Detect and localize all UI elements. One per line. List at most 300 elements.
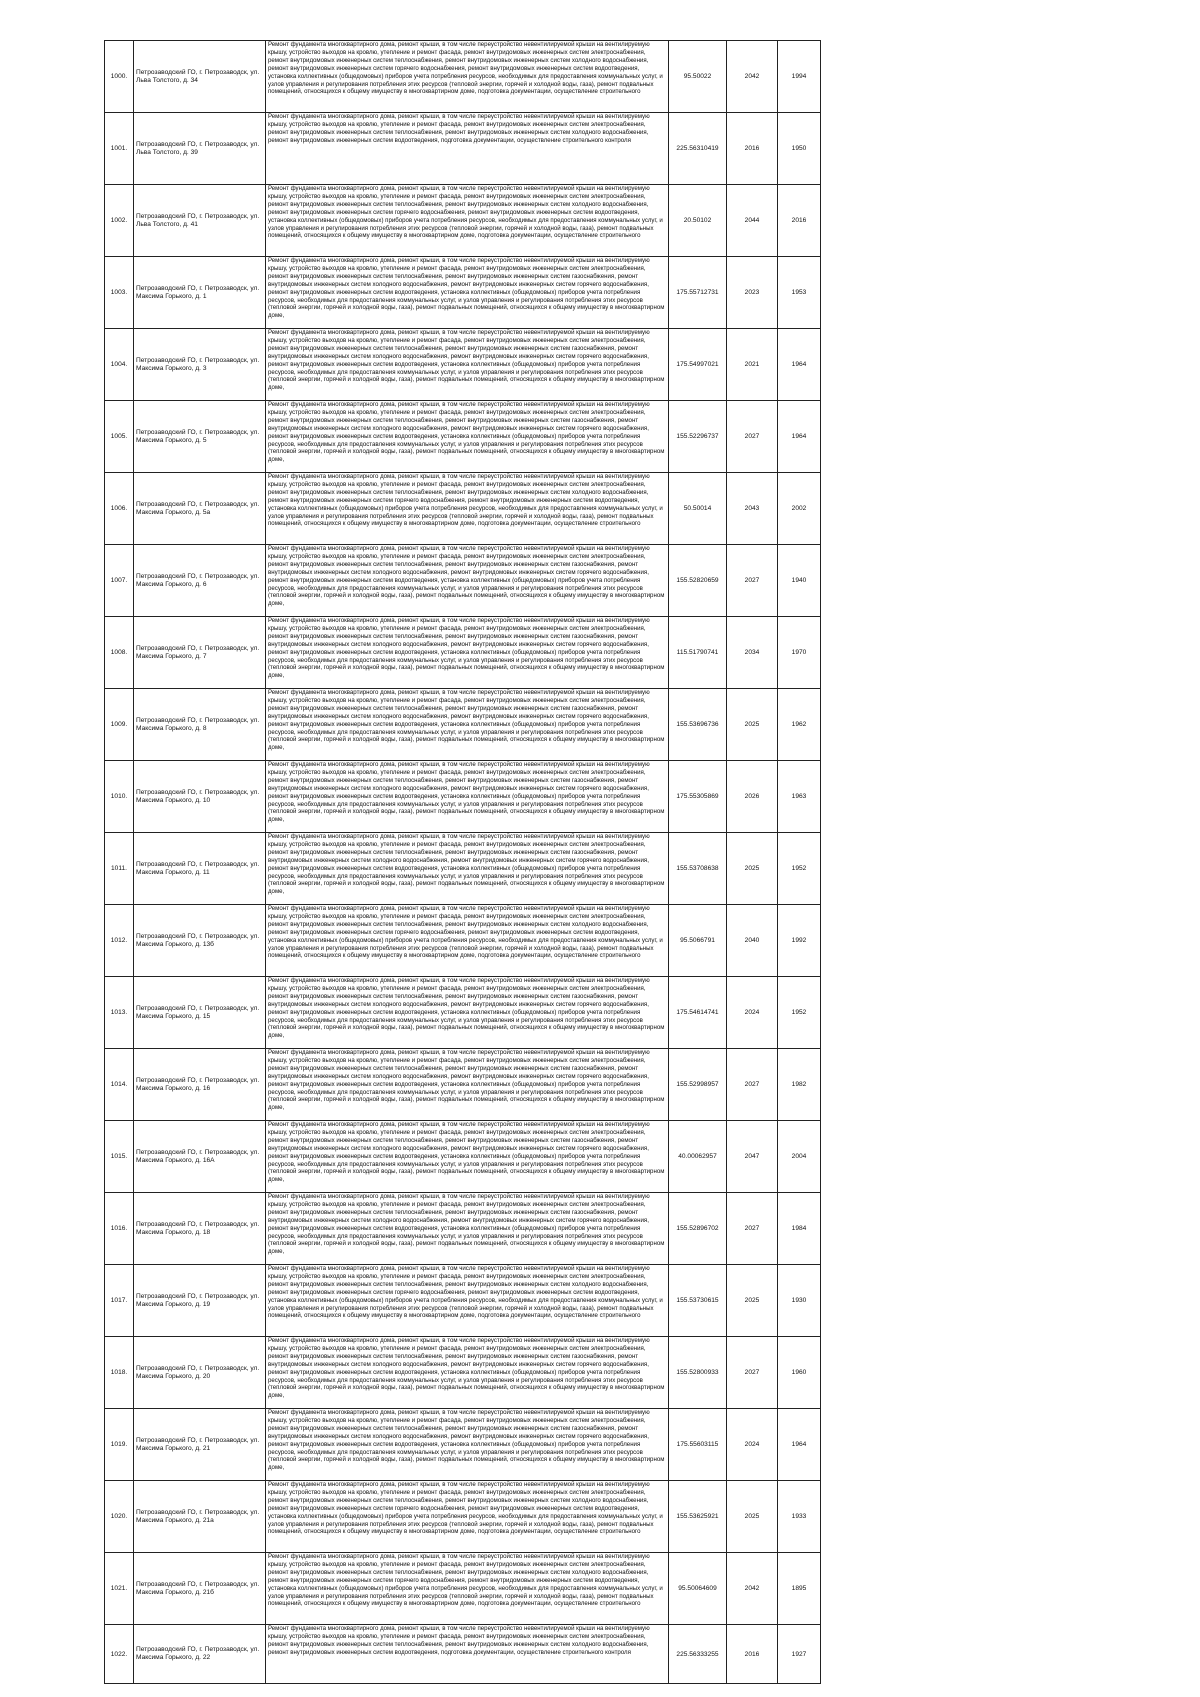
row-number-cell (105, 977, 134, 1049)
works-cell (266, 689, 669, 761)
table-row (105, 761, 821, 833)
row-number-cell (105, 761, 134, 833)
planned-year: 2023 (744, 289, 760, 296)
planned-year-cell (727, 833, 778, 905)
build-year: 1933 (791, 1513, 807, 1520)
cost-value: 155.53696736 (676, 721, 719, 728)
row-number-cell (105, 1625, 134, 1684)
works-list: Ремонт фундамента многоквартирного дома, ремонт крыши, в том числе переустройство невентилируемой крыши на вентилируемую крышу, устройство выходов на кровлю, утепление и ремонт фасада, ремонт внутридомовых инженерных систем электроснабжения, ремонт внутридомовых инженерных систем теплоснабжения, ремонт внутридомовых инженерных систем газоснабжения, ремонт внутридомовых инженерных систем холодного водоснабжения, ремонт внутридомовых инженерных систем горячего водоснабжения, ремонт внутридомовых инженерных систем водоотведения, установка коллективных (общедомовых) приборов учета потребления ресурсов, необходимых для предоставления коммунальных услуг, и узлов управления и регулирования потребления этих ресурсов (тепловой энергии, горячей и холодной воды, газа), ремонт подвальных помещений, относящихся к общему имуществу в многоквартирном доме, (268, 1409, 665, 1472)
address: Петрозаводский ГО, г. Петрозаводск, ул. Максима Горького, д. 15 (136, 1004, 260, 1020)
planned-year: 2026 (744, 793, 760, 800)
build-year-cell (778, 1409, 821, 1481)
works-list: Ремонт фундамента многоквартирного дома, ремонт крыши, в том числе переустройство невентилируемой крыши на вентилируемую крышу, устройство выходов на кровлю, утепление и ремонт фасада, ремонт внутридомовых инженерных систем электроснабжения, ремонт внутридомовых инженерных систем теплоснабжения, ремонт внутридомовых инженерных систем газоснабжения, ремонт внутридомовых инженерных систем холодного водоснабжения, ремонт внутридомовых инженерных систем горячего водоснабжения, ремонт внутридомовых инженерных систем водоотведения, установка коллективных (общедомовых) приборов учета потребления ресурсов, необходимых для предоставления коммунальных услуг, и узлов управления и регулирования потребления этих ресурсов (тепловой энергии, горячей и холодной воды, газа), ремонт подвальных помещений, относящихся к общему имуществу в многоквартирном доме, (268, 1193, 665, 1256)
cost-cell (669, 1481, 727, 1553)
address-cell (134, 401, 266, 473)
address-cell (134, 473, 266, 545)
build-year-cell (778, 1625, 821, 1684)
row-number: 1002. (110, 217, 128, 224)
address: Петрозаводский ГО, г. Петрозаводск, ул. Максима Горького, д. 3 (136, 356, 260, 372)
address: Петрозаводский ГО, г. Петрозаводск, ул. Максима Горького, д. 8 (136, 716, 260, 732)
cost-value: 20.50102 (683, 217, 712, 224)
build-year: 1953 (791, 289, 807, 296)
row-number-cell (105, 1265, 134, 1337)
works-cell (266, 329, 669, 401)
table-row (105, 41, 821, 113)
row-number-cell (105, 1409, 134, 1481)
capital-repair-table-page (104, 40, 810, 1684)
row-number: 1008. (110, 649, 128, 656)
planned-year: 2044 (744, 217, 760, 224)
build-year-cell (778, 617, 821, 689)
row-number: 1004. (110, 361, 128, 368)
build-year-cell (778, 545, 821, 617)
cost-cell (669, 1121, 727, 1193)
address: Петрозаводский ГО, г. Петрозаводск, ул. Максима Горького, д. 22 (136, 1646, 260, 1661)
address: Петрозаводский ГО, г. Петрозаводск, ул. Максима Горького, д. 16 (136, 1076, 260, 1092)
planned-year-cell (727, 1121, 778, 1193)
build-year-cell (778, 977, 821, 1049)
works-cell (266, 257, 669, 329)
works-list: Ремонт фундамента многоквартирного дома, ремонт крыши, в том числе переустройство невентилируемой крыши на вентилируемую крышу, устройство выходов на кровлю, утепление и ремонт фасада, ремонт внутридомовых инженерных систем электроснабжения, ремонт внутридомовых инженерных систем теплоснабжения, ремонт внутридомовых инженерных систем газоснабжения, ремонт внутридомовых инженерных систем холодного водоснабжения, ремонт внутридомовых инженерных систем горячего водоснабжения, ремонт внутридомовых инженерных систем водоотведения, установка коллективных (общедомовых) приборов учета потребления ресурсов, необходимых для предоставления коммунальных услуг, и узлов управления и регулирования потребления этих ресурсов (тепловой энергии, горячей и холодной воды, газа), ремонт подвальных помещений, относящихся к общему имуществу в многоквартирном доме, (268, 617, 665, 680)
address: Петрозаводский ГО, г. Петрозаводск, ул. Максима Горького, д. 19 (136, 1292, 260, 1308)
row-number-cell (105, 545, 134, 617)
row-number-cell (105, 617, 134, 689)
works-cell (266, 113, 669, 185)
build-year: 1952 (791, 865, 807, 872)
cost-value: 225.56310419 (676, 145, 719, 152)
works-list: Ремонт фундамента многоквартирного дома, ремонт крыши, в том числе переустройство невентилируемой крыши на вентилируемую крышу, устройство выходов на кровлю, утепление и ремонт фасада, ремонт внутридомовых инженерных систем электроснабжения, ремонт внутридомовых инженерных систем теплоснабжения, ремонт внутридомовых инженерных систем газоснабжения, ремонт внутридомовых инженерных систем холодного водоснабжения, ремонт внутридомовых инженерных систем горячего водоснабжения, ремонт внутридомовых инженерных систем водоотведения, установка коллективных (общедомовых) приборов учета потребления ресурсов, необходимых для предоставления коммунальных услуг, и узлов управления и регулирования потребления этих ресурсов (тепловой энергии, горячей и холодной воды, газа), ремонт подвальных помещений, относящихся к общему имуществу в многоквартирном доме, (268, 977, 665, 1040)
planned-year-cell (727, 1481, 778, 1553)
table-row (105, 1553, 821, 1625)
address-cell (134, 1337, 266, 1409)
row-number-cell (105, 1481, 134, 1553)
build-year-cell (778, 689, 821, 761)
works-list: Ремонт фундамента многоквартирного дома, ремонт крыши, в том числе переустройство невентилируемой крыши на вентилируемую крышу, устройство выходов на кровлю, утепление и ремонт фасада, ремонт внутридомовых инженерных систем электроснабжения, ремонт внутридомовых инженерных систем теплоснабжения, ремонт внутридомовых инженерных систем газоснабжения, ремонт внутридомовых инженерных систем холодного водоснабжения, ремонт внутридомовых инженерных систем горячего водоснабжения, ремонт внутридомовых инженерных систем водоотведения, установка коллективных (общедомовых) приборов учета потребления ресурсов, необходимых для предоставления коммунальных услуг, и узлов управления и регулирования потребления этих ресурсов (тепловой энергии, горячей и холодной воды, газа), ремонт подвальных помещений, относящихся к общему имуществу в многоквартирном доме, (268, 545, 665, 608)
address-cell (134, 761, 266, 833)
cost-cell (669, 41, 727, 113)
table-row (105, 329, 821, 401)
cost-cell (669, 905, 727, 977)
build-year-cell (778, 1121, 821, 1193)
build-year: 1927 (791, 1650, 807, 1658)
works-list: Ремонт фундамента многоквартирного дома, ремонт крыши, в том числе переустройство невентилируемой крыши на вентилируемую крышу, устройство выходов на кровлю, утепление и ремонт фасада, ремонт внутридомовых инженерных систем электроснабжения, ремонт внутридомовых инженерных систем теплоснабжения, ремонт внутридомовых инженерных систем холодного водоснабжения, ремонт внутридомовых инженерных систем горячего водоснабжения, ремонт внутридомовых инженерных систем водоотведения, установка коллективных (общедомовых) приборов учета потребления ресурсов, необходимых для предоставления коммунальных услуг, и узлов управления и регулирования потребления этих ресурсов (тепловой энергии, горячей и холодной воды, газа), ремонт подвальных помещений, относящихся к общему имуществу в многоквартирном доме, подготовка документации, осуществление строительного (268, 1553, 663, 1608)
planned-year: 2027 (744, 1081, 760, 1088)
table-row (105, 905, 821, 977)
cost-value: 155.52820659 (676, 577, 719, 584)
build-year: 1984 (791, 1225, 807, 1232)
row-number: 1005. (110, 433, 128, 440)
table-row (105, 977, 821, 1049)
build-year: 1962 (791, 721, 807, 728)
row-number-cell (105, 905, 134, 977)
row-number: 1010. (110, 793, 128, 800)
cost-cell (669, 1265, 727, 1337)
cost-value: 155.52896702 (676, 1225, 719, 1232)
cost-cell (669, 977, 727, 1049)
address: Петрозаводский ГО, г. Петрозаводск, ул. Максима Горького, д. 18 (136, 1220, 260, 1236)
cost-cell (669, 1193, 727, 1265)
build-year: 1952 (791, 1009, 807, 1016)
row-number-cell (105, 41, 134, 113)
planned-year-cell (727, 113, 778, 185)
address: Петрозаводский ГО, г. Петрозаводск, ул. Максима Горького, д. 21а (136, 1508, 260, 1524)
planned-year: 2025 (744, 1297, 760, 1304)
table-row (105, 1481, 821, 1553)
address: Петрозаводский ГО, г. Петрозаводск, ул. Льва Толстого, д. 39 (136, 140, 260, 156)
cost-value: 155.52296737 (676, 433, 719, 440)
row-number: 1006. (110, 505, 128, 512)
address-cell (134, 1121, 266, 1193)
cost-cell (669, 1625, 727, 1684)
cost-value: 95.50022 (683, 73, 712, 80)
table-row (105, 473, 821, 545)
build-year-cell (778, 761, 821, 833)
planned-year-cell (727, 1049, 778, 1121)
works-list: Ремонт фундамента многоквартирного дома, ремонт крыши, в том числе переустройство невентилируемой крыши на вентилируемую крышу, устройство выходов на кровлю, утепление и ремонт фасада, ремонт внутридомовых инженерных систем электроснабжения, ремонт внутридомовых инженерных систем теплоснабжения, ремонт внутридомовых инженерных систем газоснабжения, ремонт внутридомовых инженерных систем холодного водоснабжения, ремонт внутридомовых инженерных систем горячего водоснабжения, ремонт внутридомовых инженерных систем водоотведения, установка коллективных (общедомовых) приборов учета потребления ресурсов, необходимых для предоставления коммунальных услуг, и узлов управления и регулирования потребления этих ресурсов (тепловой энергии, горячей и холодной воды, газа), ремонт подвальных помещений, относящихся к общему имуществу в многоквартирном доме, (268, 833, 665, 896)
build-year: 1964 (791, 361, 807, 368)
cost-cell (669, 1049, 727, 1121)
works-list: Ремонт фундамента многоквартирного дома, ремонт крыши, в том числе переустройство невентилируемой крыши на вентилируемую крышу, устройство выходов на кровлю, утепление и ремонт фасада, ремонт внутридомовых инженерных систем электроснабжения, ремонт внутридомовых инженерных систем теплоснабжения, ремонт внутридомовых инженерных систем холодного водоснабжения, ремонт внутридомовых инженерных систем водоотведения, подготовка документации, осуществление строительного контроля (268, 1625, 650, 1656)
row-number: 1018. (110, 1369, 128, 1376)
works-cell (266, 185, 669, 257)
cost-value: 175.54997021 (676, 361, 719, 368)
table-row (105, 1337, 821, 1409)
planned-year-cell (727, 1553, 778, 1625)
build-year: 1895 (791, 1585, 807, 1592)
planned-year: 2027 (744, 1369, 760, 1376)
row-number-cell (105, 185, 134, 257)
address-cell (134, 1049, 266, 1121)
address: Петрозаводский ГО, г. Петрозаводск, ул. Максима Горького, д. 21б (136, 1580, 260, 1596)
planned-year: 2027 (744, 1225, 760, 1232)
address: Петрозаводский ГО, г. Петрозаводск, ул. Льва Толстого, д. 34 (136, 68, 260, 84)
planned-year-cell (727, 41, 778, 113)
cost-cell (669, 185, 727, 257)
cost-value: 155.52998957 (676, 1081, 719, 1088)
build-year-cell (778, 1193, 821, 1265)
table-row (105, 1409, 821, 1481)
works-cell (266, 761, 669, 833)
works-list: Ремонт фундамента многоквартирного дома, ремонт крыши, в том числе переустройство невентилируемой крыши на вентилируемую крышу, устройство выходов на кровлю, утепление и ремонт фасада, ремонт внутридомовых инженерных систем электроснабжения, ремонт внутридомовых инженерных систем теплоснабжения, ремонт внутридомовых инженерных систем холодного водоснабжения, ремонт внутридомовых инженерных систем горячего водоснабжения, ремонт внутридомовых инженерных систем водоотведения, установка коллективных (общедомовых) приборов учета потребления ресурсов, необходимых для предоставления коммунальных услуг, и узлов управления и регулирования потребления этих ресурсов (тепловой энергии, горячей и холодной воды, газа), ремонт подвальных помещений, относящихся к общему имуществу в многоквартирном доме, подготовка документации, осуществление строительного (268, 41, 663, 96)
works-cell (266, 1049, 669, 1121)
planned-year: 2043 (744, 505, 760, 512)
row-number: 1001. (110, 145, 128, 152)
build-year: 1992 (791, 937, 807, 944)
works-cell (266, 41, 669, 113)
address: Петрозаводский ГО, г. Петрозаводск, ул. Максима Горького, д. 7 (136, 644, 260, 660)
cost-value: 225.56333255 (676, 1650, 719, 1658)
row-number: 1011. (110, 865, 127, 872)
planned-year-cell (727, 689, 778, 761)
row-number-cell (105, 401, 134, 473)
works-list: Ремонт фундамента многоквартирного дома, ремонт крыши, в том числе переустройство невентилируемой крыши на вентилируемую крышу, устройство выходов на кровлю, утепление и ремонт фасада, ремонт внутридомовых инженерных систем электроснабжения, ремонт внутридомовых инженерных систем теплоснабжения, ремонт внутридомовых инженерных систем холодного водоснабжения, ремонт внутридомовых инженерных систем горячего водоснабжения, ремонт внутридомовых инженерных систем водоотведения, установка коллективных (общедомовых) приборов учета потребления ресурсов, необходимых для предоставления коммунальных услуг, и узлов управления и регулирования потребления этих ресурсов (тепловой энергии, горячей и холодной воды, газа), ремонт подвальных помещений, относящихся к общему имуществу в многоквартирном доме, подготовка документации, осуществление строительного (268, 905, 663, 960)
row-number: 1022. (110, 1650, 128, 1658)
build-year-cell (778, 1337, 821, 1409)
build-year-cell (778, 833, 821, 905)
table-row (105, 689, 821, 761)
row-number: 1003. (110, 289, 128, 296)
cost-value: 155.53708638 (676, 865, 719, 872)
planned-year-cell (727, 617, 778, 689)
address-cell (134, 41, 266, 113)
planned-year-cell (727, 473, 778, 545)
planned-year-cell (727, 1265, 778, 1337)
address: Петрозаводский ГО, г. Петрозаводск, ул. Максима Горького, д. 5а (136, 500, 260, 516)
row-number-cell (105, 1049, 134, 1121)
address: Петрозаводский ГО, г. Петрозаводск, ул. Максима Горького, д. 11 (136, 860, 260, 876)
planned-year-cell (727, 545, 778, 617)
works-cell (266, 1553, 669, 1625)
cost-cell (669, 545, 727, 617)
build-year-cell (778, 1265, 821, 1337)
planned-year-cell (727, 185, 778, 257)
works-cell (266, 473, 669, 545)
build-year-cell (778, 905, 821, 977)
address: Петрозаводский ГО, г. Петрозаводск, ул. Максима Горького, д. 6 (136, 572, 260, 588)
cost-cell (669, 833, 727, 905)
build-year: 1930 (791, 1297, 807, 1304)
row-number-cell (105, 473, 134, 545)
row-number-cell (105, 257, 134, 329)
works-list: Ремонт фундамента многоквартирного дома, ремонт крыши, в том числе переустройство невентилируемой крыши на вентилируемую крышу, устройство выходов на кровлю, утепление и ремонт фасада, ремонт внутридомовых инженерных систем электроснабжения, ремонт внутридомовых инженерных систем теплоснабжения, ремонт внутридомовых инженерных систем холодного водоснабжения, ремонт внутридомовых инженерных систем водоотведения, подготовка документации, осуществление строительного контроля (268, 113, 650, 144)
row-number-cell (105, 1193, 134, 1265)
works-cell (266, 905, 669, 977)
build-year: 1964 (791, 433, 807, 440)
works-cell (266, 1409, 669, 1481)
build-year: 1970 (791, 649, 807, 656)
row-number: 1000. (110, 73, 128, 80)
planned-year: 2024 (744, 1441, 760, 1448)
planned-year-cell (727, 401, 778, 473)
cost-cell (669, 329, 727, 401)
cost-cell (669, 689, 727, 761)
row-number-cell (105, 113, 134, 185)
address: Петрозаводский ГО, г. Петрозаводск, ул. Максима Горького, д. 16А (136, 1148, 260, 1164)
planned-year: 2027 (744, 577, 760, 584)
works-cell (266, 1121, 669, 1193)
works-cell (266, 617, 669, 689)
address: Петрозаводский ГО, г. Петрозаводск, ул. Максима Горького, д. 20 (136, 1364, 260, 1380)
works-list: Ремонт фундамента многоквартирного дома, ремонт крыши, в том числе переустройство невентилируемой крыши на вентилируемую крышу, устройство выходов на кровлю, утепление и ремонт фасада, ремонт внутридомовых инженерных систем электроснабжения, ремонт внутридомовых инженерных систем теплоснабжения, ремонт внутридомовых инженерных систем газоснабжения, ремонт внутридомовых инженерных систем холодного водоснабжения, ремонт внутридомовых инженерных систем горячего водоснабжения, ремонт внутридомовых инженерных систем водоотведения, установка коллективных (общедомовых) приборов учета потребления ресурсов, необходимых для предоставления коммунальных услуг, и узлов управления и регулирования потребления этих ресурсов (тепловой энергии, горячей и холодной воды, газа), ремонт подвальных помещений, относящихся к общему имуществу в многоквартирном доме, (268, 1337, 665, 1400)
address: Петрозаводский ГО, г. Петрозаводск, ул. Максима Горького, д. 10 (136, 788, 260, 804)
planned-year: 2047 (744, 1153, 760, 1160)
table-body (105, 41, 821, 1684)
address-cell (134, 1481, 266, 1553)
planned-year-cell (727, 329, 778, 401)
build-year: 2004 (791, 1153, 807, 1160)
cost-cell (669, 401, 727, 473)
address-cell (134, 833, 266, 905)
build-year: 1940 (791, 577, 807, 584)
address-cell (134, 1625, 266, 1684)
planned-year-cell (727, 1625, 778, 1684)
cost-cell (669, 761, 727, 833)
works-cell (266, 977, 669, 1049)
build-year: 1963 (791, 793, 807, 800)
works-list: Ремонт фундамента многоквартирного дома, ремонт крыши, в том числе переустройство невентилируемой крыши на вентилируемую крышу, устройство выходов на кровлю, утепление и ремонт фасада, ремонт внутридомовых инженерных систем электроснабжения, ремонт внутридомовых инженерных систем теплоснабжения, ремонт внутридомовых инженерных систем газоснабжения, ремонт внутридомовых инженерных систем холодного водоснабжения, ремонт внутридомовых инженерных систем горячего водоснабжения, ремонт внутридомовых инженерных систем водоотведения, установка коллективных (общедомовых) приборов учета потребления ресурсов, необходимых для предоставления коммунальных услуг, и узлов управления и регулирования потребления этих ресурсов (тепловой энергии, горячей и холодной воды, газа), ремонт подвальных помещений, относящихся к общему имуществу в многоквартирном доме, (268, 329, 665, 392)
cost-value: 175.55712731 (676, 289, 719, 296)
row-number: 1012. (110, 937, 128, 944)
cost-value: 155.53730615 (676, 1297, 719, 1304)
row-number: 1019. (110, 1441, 128, 1448)
cost-value: 95.50064609 (678, 1585, 717, 1592)
address: Петрозаводский ГО, г. Петрозаводск, ул. Максима Горького, д. 5 (136, 428, 260, 444)
planned-year-cell (727, 761, 778, 833)
row-number: 1021. (110, 1585, 128, 1592)
works-cell (266, 1481, 669, 1553)
build-year: 2016 (791, 217, 807, 224)
works-cell (266, 1265, 669, 1337)
planned-year: 2016 (744, 1650, 760, 1658)
address: Петрозаводский ГО, г. Петрозаводск, ул. Льва Толстого, д. 41 (136, 212, 260, 228)
address: Петрозаводский ГО, г. Петрозаводск, ул. Максима Горького, д. 21 (136, 1436, 260, 1452)
cost-value: 50.50014 (683, 505, 712, 512)
works-list: Ремонт фундамента многоквартирного дома, ремонт крыши, в том числе переустройство невентилируемой крыши на вентилируемую крышу, устройство выходов на кровлю, утепление и ремонт фасада, ремонт внутридомовых инженерных систем электроснабжения, ремонт внутридомовых инженерных систем теплоснабжения, ремонт внутридомовых инженерных систем газоснабжения, ремонт внутридомовых инженерных систем холодного водоснабжения, ремонт внутридомовых инженерных систем горячего водоснабжения, ремонт внутридомовых инженерных систем водоотведения, установка коллективных (общедомовых) приборов учета потребления ресурсов, необходимых для предоставления коммунальных услуг, и узлов управления и регулирования потребления этих ресурсов (тепловой энергии, горячей и холодной воды, газа), ремонт подвальных помещений, относящихся к общему имуществу в многоквартирном доме, (268, 401, 665, 464)
planned-year-cell (727, 1193, 778, 1265)
works-cell (266, 545, 669, 617)
build-year-cell (778, 185, 821, 257)
cost-value: 155.53625921 (676, 1513, 719, 1520)
works-list: Ремонт фундамента многоквартирного дома, ремонт крыши, в том числе переустройство невентилируемой крыши на вентилируемую крышу, устройство выходов на кровлю, утепление и ремонт фасада, ремонт внутридомовых инженерных систем электроснабжения, ремонт внутридомовых инженерных систем теплоснабжения, ремонт внутридомовых инженерных систем газоснабжения, ремонт внутридомовых инженерных систем холодного водоснабжения, ремонт внутридомовых инженерных систем горячего водоснабжения, ремонт внутридомовых инженерных систем водоотведения, установка коллективных (общедомовых) приборов учета потребления ресурсов, необходимых для предоставления коммунальных услуг, и узлов управления и регулирования потребления этих ресурсов (тепловой энергии, горячей и холодной воды, газа), ремонт подвальных помещений, относящихся к общему имуществу в многоквартирном доме, (268, 1121, 665, 1184)
build-year: 1982 (791, 1081, 807, 1088)
works-list: Ремонт фундамента многоквартирного дома, ремонт крыши, в том числе переустройство невентилируемой крыши на вентилируемую крышу, устройство выходов на кровлю, утепление и ремонт фасада, ремонт внутридомовых инженерных систем электроснабжения, ремонт внутридомовых инженерных систем теплоснабжения, ремонт внутридомовых инженерных систем холодного водоснабжения, ремонт внутридомовых инженерных систем горячего водоснабжения, ремонт внутридомовых инженерных систем водоотведения, установка коллективных (общедомовых) приборов учета потребления ресурсов, необходимых для предоставления коммунальных услуг, и узлов управления и регулирования потребления этих ресурсов (тепловой энергии, горячей и холодной воды, газа), ремонт подвальных помещений, относящихся к общему имуществу в многоквартирном доме, подготовка документации, осуществление строительного (268, 185, 663, 240)
build-year-cell (778, 41, 821, 113)
table-row (105, 1265, 821, 1337)
table-row (105, 257, 821, 329)
cost-cell (669, 1409, 727, 1481)
planned-year: 2027 (744, 433, 760, 440)
planned-year-cell (727, 1409, 778, 1481)
row-number: 1016. (110, 1225, 128, 1232)
build-year-cell (778, 473, 821, 545)
build-year-cell (778, 113, 821, 185)
works-list: Ремонт фундамента многоквартирного дома, ремонт крыши, в том числе переустройство невентилируемой крыши на вентилируемую крышу, устройство выходов на кровлю, утепление и ремонт фасада, ремонт внутридомовых инженерных систем электроснабжения, ремонт внутридомовых инженерных систем теплоснабжения, ремонт внутридомовых инженерных систем газоснабжения, ремонт внутридомовых инженерных систем холодного водоснабжения, ремонт внутридомовых инженерных систем горячего водоснабжения, ремонт внутридомовых инженерных систем водоотведения, установка коллективных (общедомовых) приборов учета потребления ресурсов, необходимых для предоставления коммунальных услуг, и узлов управления и регулирования потребления этих ресурсов (тепловой энергии, горячей и холодной воды, газа), ремонт подвальных помещений, относящихся к общему имуществу в многоквартирном доме, (268, 761, 665, 824)
cost-cell (669, 1337, 727, 1409)
planned-year-cell (727, 905, 778, 977)
build-year: 1964 (791, 1441, 807, 1448)
address-cell (134, 113, 266, 185)
planned-year: 2025 (744, 721, 760, 728)
build-year-cell (778, 1553, 821, 1625)
works-cell (266, 1337, 669, 1409)
works-list: Ремонт фундамента многоквартирного дома, ремонт крыши, в том числе переустройство невентилируемой крыши на вентилируемую крышу, устройство выходов на кровлю, утепление и ремонт фасада, ремонт внутридомовых инженерных систем электроснабжения, ремонт внутридомовых инженерных систем теплоснабжения, ремонт внутридомовых инженерных систем газоснабжения, ремонт внутридомовых инженерных систем холодного водоснабжения, ремонт внутридомовых инженерных систем горячего водоснабжения, ремонт внутридомовых инженерных систем водоотведения, установка коллективных (общедомовых) приборов учета потребления ресурсов, необходимых для предоставления коммунальных услуг, и узлов управления и регулирования потребления этих ресурсов (тепловой энергии, горячей и холодной воды, газа), ремонт подвальных помещений, относящихся к общему имуществу в многоквартирном доме, (268, 1049, 665, 1112)
table-row (105, 617, 821, 689)
table-row (105, 1625, 821, 1684)
cost-cell (669, 617, 727, 689)
address-cell (134, 185, 266, 257)
works-list: Ремонт фундамента многоквартирного дома, ремонт крыши, в том числе переустройство невентилируемой крыши на вентилируемую крышу, устройство выходов на кровлю, утепление и ремонт фасада, ремонт внутридомовых инженерных систем электроснабжения, ремонт внутридомовых инженерных систем теплоснабжения, ремонт внутридомовых инженерных систем холодного водоснабжения, ремонт внутридомовых инженерных систем горячего водоснабжения, ремонт внутридомовых инженерных систем водоотведения, установка коллективных (общедомовых) приборов учета потребления ресурсов, необходимых для предоставления коммунальных услуг, и узлов управления и регулирования потребления этих ресурсов (тепловой энергии, горячей и холодной воды, газа), ремонт подвальных помещений, относящихся к общему имуществу в многоквартирном доме, подготовка документации, осуществление строительного (268, 473, 663, 528)
address-cell (134, 1193, 266, 1265)
address: Петрозаводский ГО, г. Петрозаводск, ул. Максима Горького, д. 13б (136, 932, 260, 948)
row-number-cell (105, 833, 134, 905)
works-list: Ремонт фундамента многоквартирного дома, ремонт крыши, в том числе переустройство невентилируемой крыши на вентилируемую крышу, устройство выходов на кровлю, утепление и ремонт фасада, ремонт внутридомовых инженерных систем электроснабжения, ремонт внутридомовых инженерных систем теплоснабжения, ремонт внутридомовых инженерных систем холодного водоснабжения, ремонт внутридомовых инженерных систем горячего водоснабжения, ремонт внутридомовых инженерных систем водоотведения, установка коллективных (общедомовых) приборов учета потребления ресурсов, необходимых для предоставления коммунальных услуг, и узлов управления и регулирования потребления этих ресурсов (тепловой энергии, горячей и холодной воды, газа), ремонт подвальных помещений, относящихся к общему имуществу в многоквартирном доме, подготовка документации, осуществление строительного (268, 1265, 663, 1320)
row-number: 1020. (110, 1513, 128, 1520)
table-row (105, 1121, 821, 1193)
table-row (105, 545, 821, 617)
build-year-cell (778, 401, 821, 473)
works-list: Ремонт фундамента многоквартирного дома, ремонт крыши, в том числе переустройство невентилируемой крыши на вентилируемую крышу, устройство выходов на кровлю, утепление и ремонт фасада, ремонт внутридомовых инженерных систем электроснабжения, ремонт внутридомовых инженерных систем теплоснабжения, ремонт внутридомовых инженерных систем газоснабжения, ремонт внутридомовых инженерных систем холодного водоснабжения, ремонт внутридомовых инженерных систем горячего водоснабжения, ремонт внутридомовых инженерных систем водоотведения, установка коллективных (общедомовых) приборов учета потребления ресурсов, необходимых для предоставления коммунальных услуг, и узлов управления и регулирования потребления этих ресурсов (тепловой энергии, горячей и холодной воды, газа), ремонт подвальных помещений, относящихся к общему имуществу в многоквартирном доме, (268, 689, 665, 752)
build-year: 1994 (791, 73, 807, 80)
cost-value: 155.52800933 (676, 1369, 719, 1376)
table-row (105, 401, 821, 473)
planned-year: 2042 (744, 73, 760, 80)
cost-value: 115.51790741 (676, 649, 719, 656)
build-year-cell (778, 257, 821, 329)
planned-year: 2016 (744, 145, 760, 152)
planned-year: 2025 (744, 865, 760, 872)
cost-cell (669, 473, 727, 545)
planned-year: 2025 (744, 1513, 760, 1520)
cost-cell (669, 1553, 727, 1625)
planned-year-cell (727, 1337, 778, 1409)
table-row (105, 833, 821, 905)
row-number: 1015. (110, 1153, 128, 1160)
planned-year: 2042 (744, 1585, 760, 1592)
planned-year-cell (727, 257, 778, 329)
row-number: 1017. (110, 1297, 128, 1304)
works-list: Ремонт фундамента многоквартирного дома, ремонт крыши, в том числе переустройство невентилируемой крыши на вентилируемую крышу, устройство выходов на кровлю, утепление и ремонт фасада, ремонт внутридомовых инженерных систем электроснабжения, ремонт внутридомовых инженерных систем теплоснабжения, ремонт внутридомовых инженерных систем холодного водоснабжения, ремонт внутридомовых инженерных систем горячего водоснабжения, ремонт внутридомовых инженерных систем водоотведения, установка коллективных (общедомовых) приборов учета потребления ресурсов, необходимых для предоставления коммунальных услуг, и узлов управления и регулирования потребления этих ресурсов (тепловой энергии, горячей и холодной воды, газа), ремонт подвальных помещений, относящихся к общему имуществу в многоквартирном доме, подготовка документации, осуществление строительного (268, 1481, 663, 1536)
address-cell (134, 1265, 266, 1337)
build-year-cell (778, 1049, 821, 1121)
cost-value: 40.00062957 (678, 1153, 717, 1160)
planned-year: 2040 (744, 937, 760, 944)
cost-value: 175.55603115 (676, 1441, 719, 1448)
planned-year: 2021 (744, 361, 760, 368)
cost-value: 175.54614741 (676, 1009, 719, 1016)
address-cell (134, 1553, 266, 1625)
cost-value: 175.55305869 (676, 793, 719, 800)
row-number: 1007. (110, 577, 128, 584)
cost-value: 95.5066791 (680, 937, 715, 944)
row-number: 1009. (110, 721, 128, 728)
row-number-cell (105, 689, 134, 761)
address-cell (134, 905, 266, 977)
address-cell (134, 617, 266, 689)
build-year-cell (778, 1481, 821, 1553)
build-year-cell (778, 329, 821, 401)
table-row (105, 113, 821, 185)
table-row (105, 185, 821, 257)
row-number-cell (105, 1553, 134, 1625)
row-number-cell (105, 329, 134, 401)
address-cell (134, 977, 266, 1049)
table-row (105, 1193, 821, 1265)
planned-year-cell (727, 977, 778, 1049)
build-year: 2002 (791, 505, 807, 512)
cost-cell (669, 257, 727, 329)
build-year: 1950 (791, 145, 807, 152)
capital-repair-table (104, 40, 821, 1684)
address: Петрозаводский ГО, г. Петрозаводск, ул. Максима Горького, д. 1 (136, 284, 260, 300)
table-row (105, 1049, 821, 1121)
works-cell (266, 833, 669, 905)
row-number: 1013. (110, 1009, 128, 1016)
planned-year: 2034 (744, 649, 760, 656)
row-number-cell (105, 1337, 134, 1409)
row-number: 1014. (110, 1081, 128, 1088)
address-cell (134, 689, 266, 761)
works-cell (266, 1625, 669, 1684)
row-number-cell (105, 1121, 134, 1193)
cost-cell (669, 113, 727, 185)
works-cell (266, 1193, 669, 1265)
planned-year: 2024 (744, 1009, 760, 1016)
address-cell (134, 329, 266, 401)
address-cell (134, 545, 266, 617)
address-cell (134, 257, 266, 329)
address-cell (134, 1409, 266, 1481)
works-list: Ремонт фундамента многоквартирного дома, ремонт крыши, в том числе переустройство невентилируемой крыши на вентилируемую крышу, устройство выходов на кровлю, утепление и ремонт фасада, ремонт внутридомовых инженерных систем электроснабжения, ремонт внутридомовых инженерных систем теплоснабжения, ремонт внутридомовых инженерных систем газоснабжения, ремонт внутридомовых инженерных систем холодного водоснабжения, ремонт внутридомовых инженерных систем горячего водоснабжения, ремонт внутридомовых инженерных систем водоотведения, установка коллективных (общедомовых) приборов учета потребления ресурсов, необходимых для предоставления коммунальных услуг, и узлов управления и регулирования потребления этих ресурсов (тепловой энергии, горячей и холодной воды, газа), ремонт подвальных помещений, относящихся к общему имуществу в многоквартирном доме, (268, 257, 665, 320)
